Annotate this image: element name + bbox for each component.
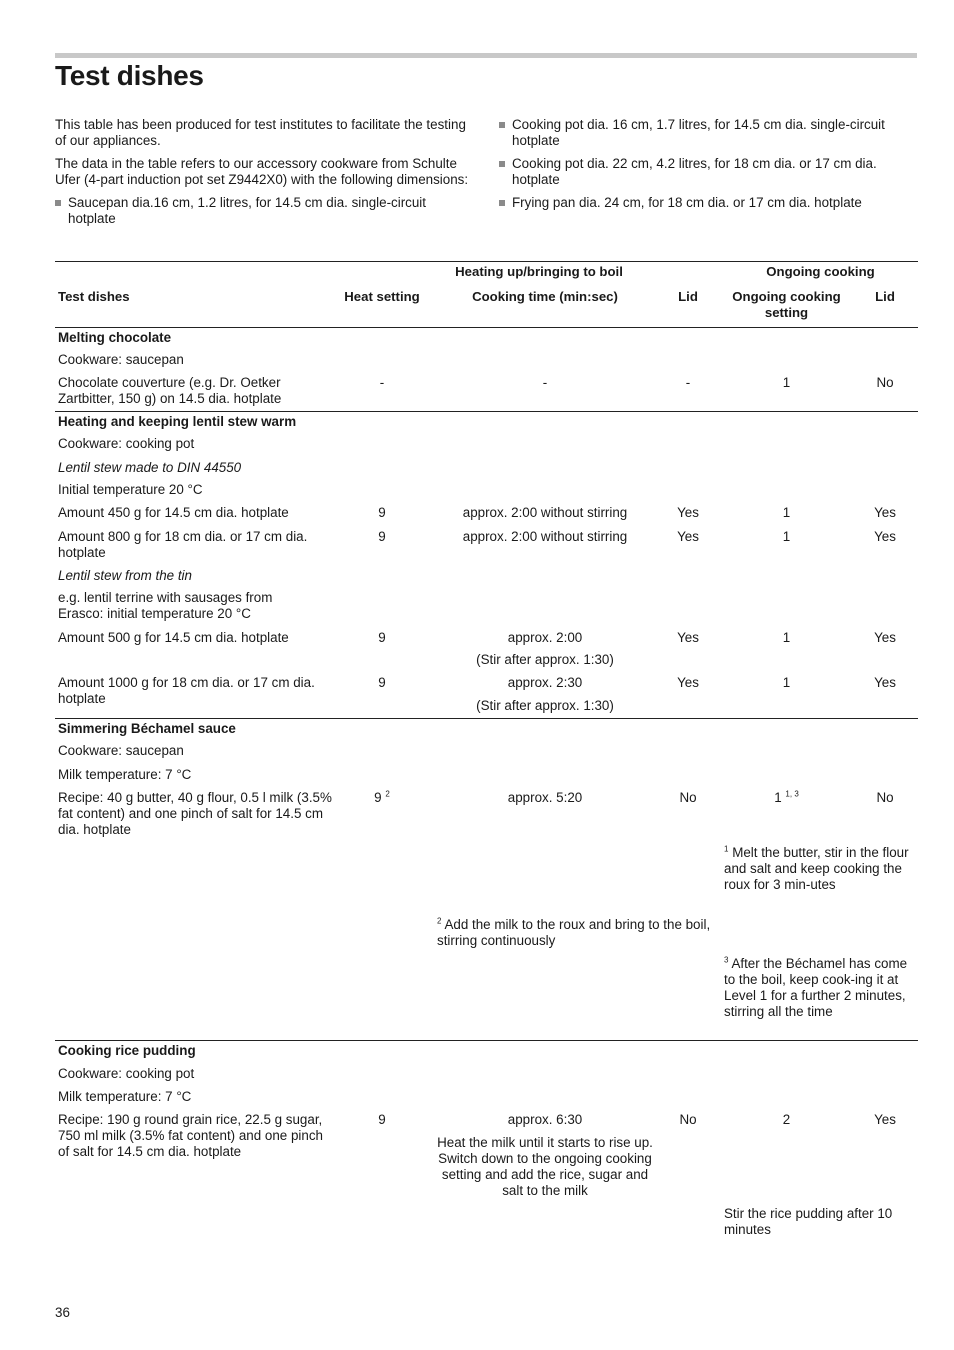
cookware-label: Cookware: saucepan [58, 352, 184, 367]
milk-temperature: Milk temperature: 7 °C [58, 767, 192, 782]
cookware-list [499, 117, 919, 211]
column-header-test-dishes: Test dishes [58, 289, 130, 304]
list-item: Cooking pot dia. 16 cm, 1.7 litres, for 14.5 cm dia. single-circuit hotplate [499, 117, 919, 149]
cookware-label: Cookware: cooking pot [58, 436, 195, 451]
lid-value: - [685, 375, 691, 390]
cooking-time-value: approx. 2:00 without stirring [462, 505, 628, 520]
lid-value: Yes [677, 529, 699, 544]
ongoing-lid-value: Yes [874, 505, 896, 520]
ongoing-lid-value: Yes [874, 1112, 896, 1127]
table-row-label: Amount 500 g for 14.5 cm dia. hotplate [58, 630, 289, 645]
heat-setting-value: 9 [378, 675, 386, 690]
example-note: e.g. lentil terrine with sausages from Erasco: initial temperature 20 °C [58, 590, 273, 621]
subsection-label: Lentil stew from the tin [58, 568, 192, 583]
ongoing-lid-value: No [876, 375, 894, 390]
heat-setting-value: 9 [378, 529, 386, 544]
cooking-time-value: approx. 5:20 [507, 790, 583, 805]
heat-setting-number: 9 [374, 790, 382, 805]
footnote-marker: 2 [437, 916, 442, 926]
footnote-marker: 2 [385, 789, 390, 799]
footnote-marker: 3 [724, 955, 729, 965]
section-rule [55, 718, 918, 719]
cooking-time-value: approx. 2:00 without stirring [462, 529, 628, 544]
page-number: 36 [55, 1305, 70, 1320]
intro-left-column [55, 117, 475, 234]
list-item: Saucepan dia.16 cm, 1.2 litres, for 14.5 cm dia. single-circuit hotplate [55, 195, 475, 227]
section-rule [55, 411, 918, 412]
initial-temperature: Initial temperature 20 °C [58, 482, 203, 497]
footnote-1 [724, 845, 914, 893]
heat-setting-value: 9 [378, 630, 386, 645]
footnote-marker: 1 [724, 844, 729, 854]
ongoing-lid-value: Yes [874, 630, 896, 645]
ongoing-lid-value: Yes [874, 675, 896, 690]
header-rule [55, 53, 917, 58]
group-header-ongoing: Ongoing cooking [766, 264, 875, 279]
cooking-time-value: approx. 2:00 [507, 630, 583, 645]
ongoing-setting-value: 1 [782, 529, 791, 544]
footnote-marker: 1, 3 [785, 789, 799, 799]
table-top-rule [55, 261, 918, 262]
footnote-3 [724, 956, 916, 1020]
test-dishes-table [55, 261, 918, 1251]
recipe-text: Recipe: 190 g round grain rice, 22.5 g sugar, 750 ml milk (3.5% fat content) and one pinch of salt for 14.5 cm dia. hotplate [58, 1112, 323, 1159]
section-title-rice: Cooking rice pudding [58, 1043, 196, 1058]
lid-value: No [679, 1112, 697, 1127]
ongoing-setting-value: 1 [782, 505, 791, 520]
column-header-heat-setting: Heat setting [344, 289, 420, 304]
header-bottom-rule [55, 327, 918, 328]
cooking-time-value: approx. 6:30 [507, 1112, 583, 1127]
footnote-text: Melt the butter, stir in the flour and salt and keep cooking the roux for 3 min-utes [724, 845, 909, 892]
ongoing-setting-value: 1 [782, 675, 791, 690]
section-title-lentil: Heating and keeping lentil stew warm [58, 414, 297, 429]
cooking-time-value: approx. 2:30 [507, 675, 583, 690]
ongoing-setting-number: 1 [774, 790, 782, 805]
ongoing-setting-value [720, 790, 853, 806]
list-item: Frying pan dia. 24 cm, for 18 cm dia. or 17 cm dia. hotplate [499, 195, 919, 211]
column-header-ongoing-setting: Ongoing cooking setting [732, 289, 841, 320]
intro-paragraph: The data in the table refers to our accessory cookware from Schulte Ufer (4-part induction pot set Z9442X0) with the following dimensions: [55, 156, 469, 187]
section-title-melting: Melting chocolate [58, 330, 172, 345]
table-row-label: Amount 450 g for 14.5 cm dia. hotplate [58, 505, 289, 520]
footnote-text: After the Béchamel has come to the boil, keep cook-ing it at Level 1 for a further 2 minutes, stirring all the time [724, 956, 908, 1019]
ongoing-setting-value: 2 [782, 1112, 791, 1127]
ongoing-note: Stir the rice pudding after 10 minutes [724, 1206, 893, 1237]
column-header-cooking-time: Cooking time (min:sec) [472, 289, 618, 304]
section-title-bechamel: Simmering Béchamel sauce [58, 721, 236, 736]
section-rule [55, 1040, 918, 1041]
ongoing-setting-value: 1 [782, 630, 791, 645]
footnote-text: Add the milk to the roux and bring to the boil, stirring continuously [437, 917, 711, 948]
intro-paragraph: This table has been produced for test institutes to facilitate the testing of our appliances. [55, 117, 466, 148]
heat-setting-value [332, 790, 432, 806]
page-title: Test dishes [55, 60, 204, 91]
table-row-label: Amount 800 g for 18 cm dia. or 17 cm dia. hotplate [58, 529, 308, 560]
footnote-2 [437, 917, 722, 949]
lid-value: Yes [677, 675, 699, 690]
table-row-label: Amount 1000 g for 18 cm dia. or 17 cm dia. hotplate [58, 675, 315, 706]
ongoing-lid-value: Yes [874, 529, 896, 544]
cookware-label: Cookware: saucepan [58, 743, 184, 758]
column-header-lid: Lid [678, 289, 698, 304]
subsection-label: Lentil stew made to DIN 44550 [58, 460, 242, 475]
lid-value: No [679, 790, 697, 805]
cooking-time-value: - [542, 375, 548, 390]
heat-setting-value: 9 [378, 1112, 386, 1127]
heat-setting-value: 9 [378, 505, 386, 520]
lid-value: Yes [677, 505, 699, 520]
table-row-label: Chocolate couverture (e.g. Dr. Oetker Zartbitter, 150 g) on 14.5 dia. hotplate [58, 375, 282, 406]
milk-temperature: Milk temperature: 7 °C [58, 1089, 192, 1104]
intro-right-column [499, 117, 919, 218]
ongoing-lid-value: No [876, 790, 894, 805]
ongoing-setting-value: 1 [782, 375, 791, 390]
column-header-ongoing-lid: Lid [875, 289, 895, 304]
cooking-time-note: Heat the milk until it starts to rise up. Switch down to the ongoing cooking setting and add the rice, sugar and salt to the milk [437, 1135, 653, 1198]
lid-value: Yes [677, 630, 699, 645]
cooking-time-note: (Stir after approx. 1:30) [476, 652, 614, 667]
list-item: Cooking pot dia. 22 cm, 4.2 litres, for 18 cm dia. or 17 cm dia. hotplate [499, 156, 919, 188]
heat-setting-value: - [379, 375, 385, 390]
group-header-heating: Heating up/bringing to boil [455, 264, 623, 279]
cookware-label: Cookware: cooking pot [58, 1066, 195, 1081]
recipe-text: Recipe: 40 g butter, 40 g flour, 0.5 l milk (3.5% fat content) and one pinch of salt for 14.5 cm dia. hotplate [58, 790, 332, 837]
cookware-list [55, 195, 475, 227]
cooking-time-note: (Stir after approx. 1:30) [476, 698, 614, 713]
